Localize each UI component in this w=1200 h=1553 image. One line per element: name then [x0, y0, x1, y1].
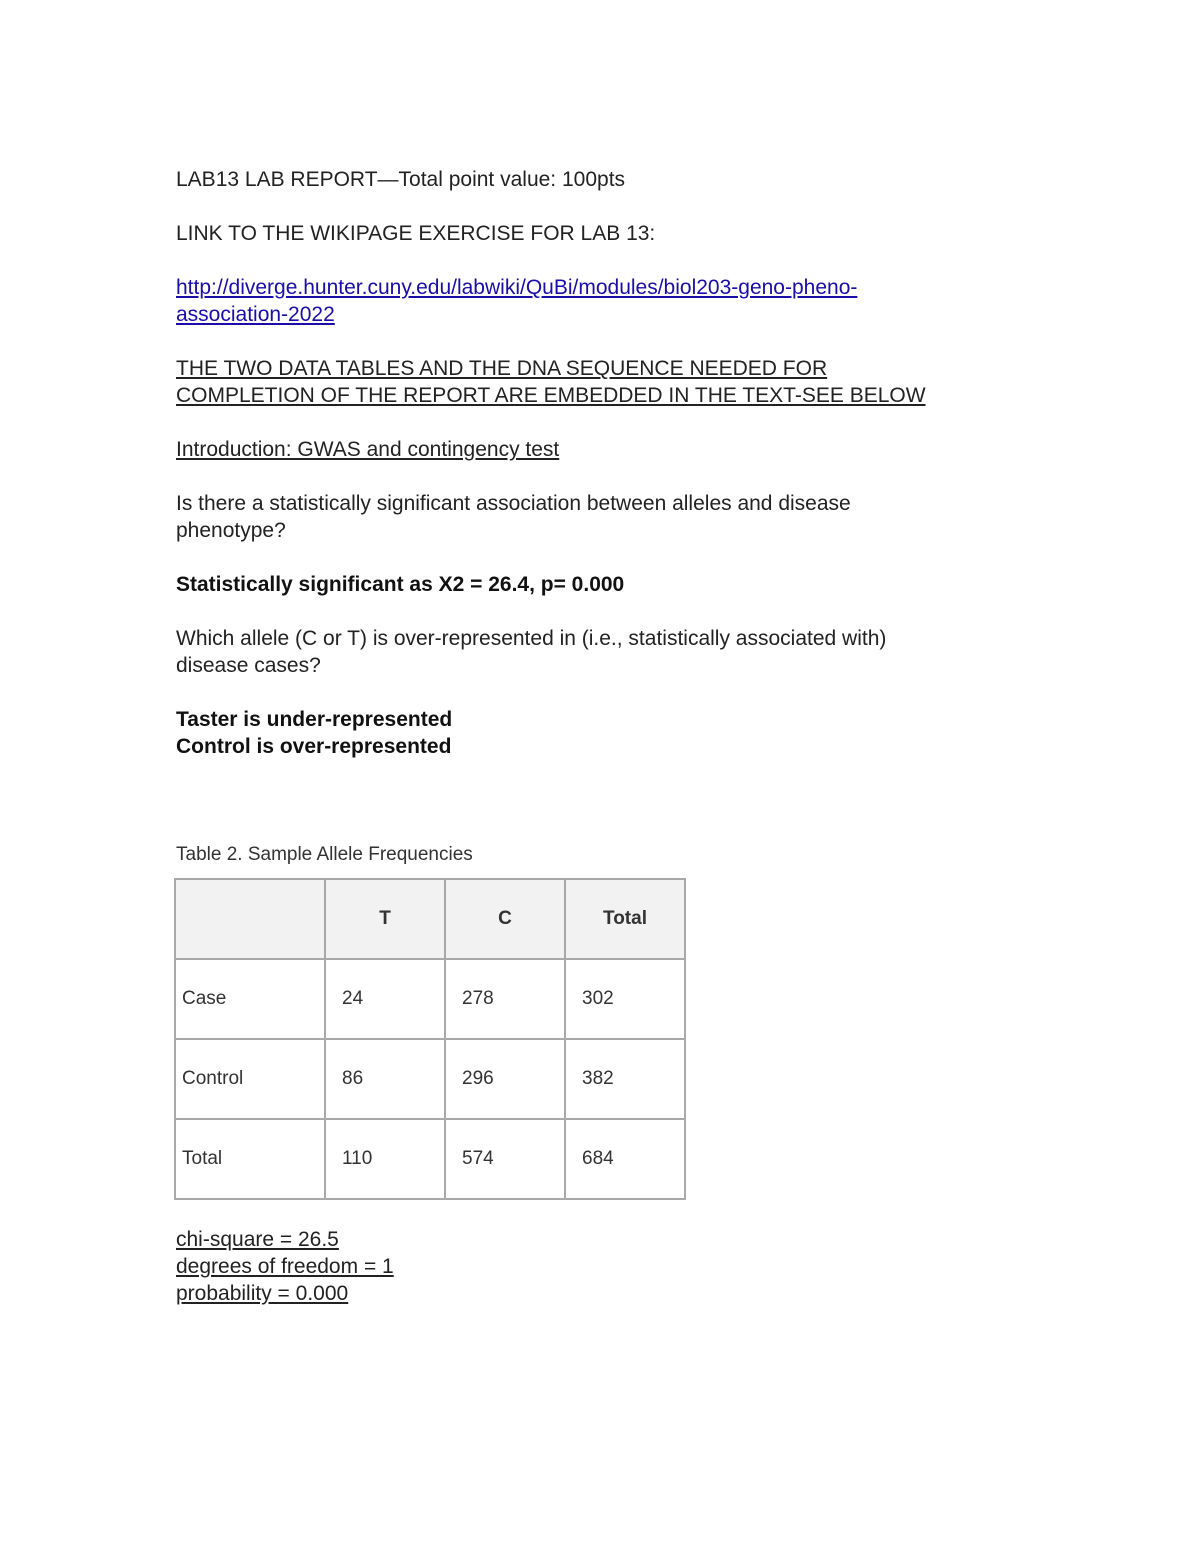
- table-caption: Table 2. Sample Allele Frequencies: [176, 844, 473, 865]
- link-heading: LINK TO THE WIKIPAGE EXERCISE FOR LAB 13:: [176, 222, 656, 245]
- table-cell: 86: [325, 1039, 445, 1119]
- table-cell: 382: [565, 1039, 685, 1119]
- notice-line-1: THE TWO DATA TABLES AND THE DNA SEQUENCE NEEDED FOR: [176, 357, 828, 380]
- answer-1: Statistically significant as X2 = 26.4, p= 0.000: [176, 573, 625, 596]
- header-cell-t: T: [325, 879, 445, 959]
- answer-2-line-2: Control is over-represented: [176, 735, 452, 758]
- wiki-link-line-1[interactable]: http://diverge.hunter.cuny.edu/labwiki/QuBi/modules/biol203-geno-pheno-: [176, 276, 858, 299]
- table-cell: 278: [445, 959, 565, 1039]
- chi-square-results: [176, 1226, 1056, 1307]
- degrees-of-freedom: degrees of freedom = 1: [176, 1255, 394, 1278]
- wiki-link-line-2[interactable]: association-2022: [176, 303, 335, 326]
- question-1-line-2: phenotype?: [176, 519, 286, 542]
- intro-heading: Introduction: GWAS and contingency test: [176, 438, 560, 461]
- report-body: [176, 166, 1056, 1307]
- row-label: Case: [175, 959, 325, 1039]
- question-1-line-1: Is there a statistically significant association between alleles and disease: [176, 492, 851, 515]
- notice-line-2: COMPLETION OF THE REPORT ARE EMBEDDED IN THE TEXT-SEE BELOW: [176, 384, 926, 407]
- table-cell: 684: [565, 1119, 685, 1199]
- table-cell: 574: [445, 1119, 565, 1199]
- table-row: [175, 1119, 685, 1199]
- table-cell: 296: [445, 1039, 565, 1119]
- header-cell: [175, 879, 325, 959]
- chi-square-value: chi-square = 26.5: [176, 1228, 339, 1251]
- table-header-row: [175, 879, 685, 959]
- row-label: Total: [175, 1119, 325, 1199]
- wiki-link[interactable]: [176, 274, 1056, 328]
- question-2-line-1: Which allele (C or T) is over-represented in (i.e., statistically associated with): [176, 627, 887, 650]
- header-cell-c: C: [445, 879, 565, 959]
- table-row: [175, 959, 685, 1039]
- probability-value: probability = 0.000: [176, 1282, 349, 1305]
- table-cell: 302: [565, 959, 685, 1039]
- report-title: LAB13 LAB REPORT—Total point value: 100pts: [176, 168, 626, 191]
- question-2-line-2: disease cases?: [176, 654, 321, 677]
- table-cell: 24: [325, 959, 445, 1039]
- header-cell-total: Total: [565, 879, 685, 959]
- table-cell: 110: [325, 1119, 445, 1199]
- row-label: Control: [175, 1039, 325, 1119]
- allele-frequency-table: [174, 878, 686, 1200]
- answer-2-line-1: Taster is under-represented: [176, 708, 453, 731]
- table-row: [175, 1039, 685, 1119]
